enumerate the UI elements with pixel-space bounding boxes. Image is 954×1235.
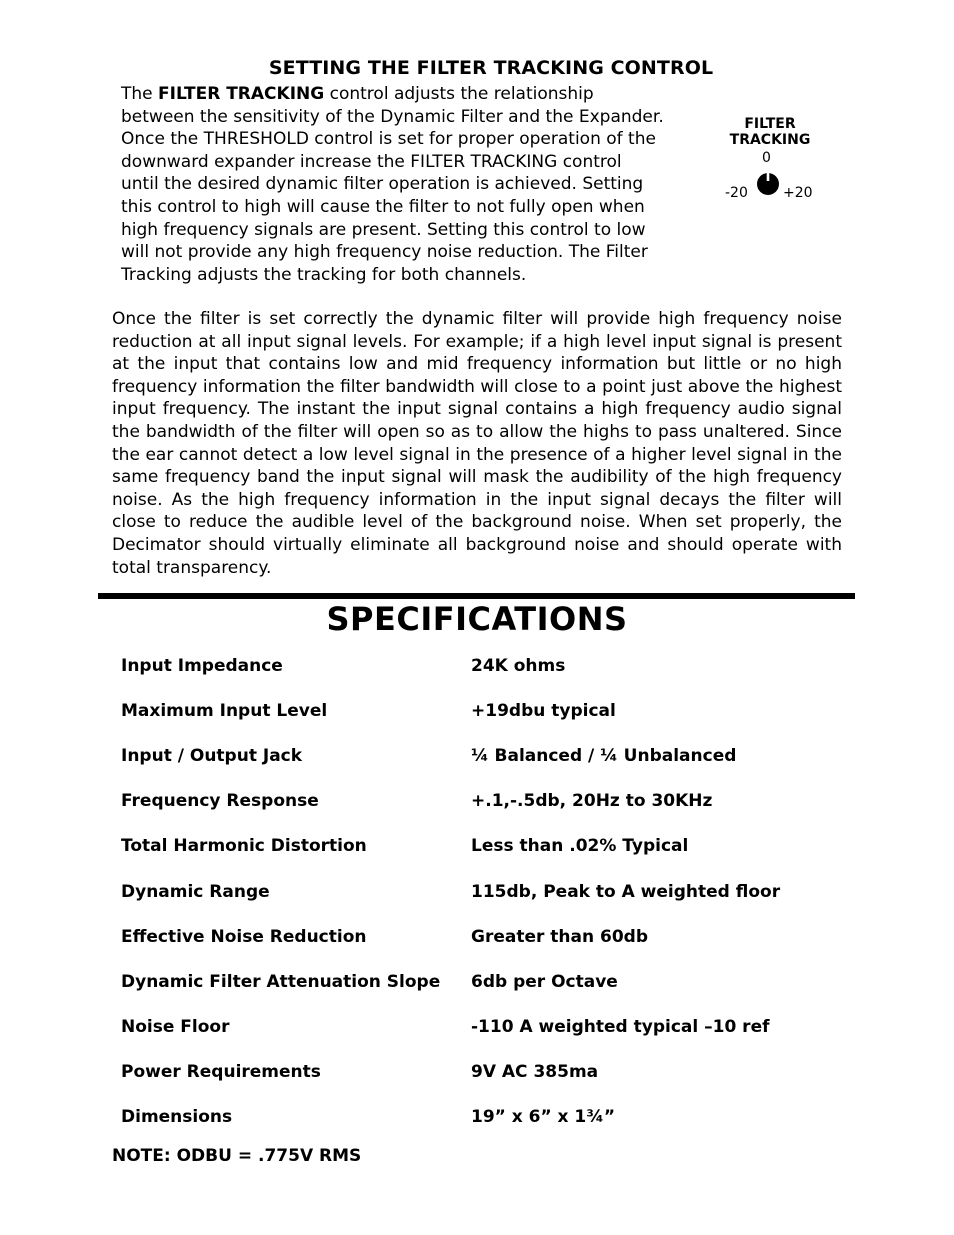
spec-value: 9V AC 385ma (471, 1061, 599, 1082)
intro-line (121, 196, 681, 219)
spec-label: Noise Floor (121, 1016, 230, 1037)
knob-label-line1: FILTER (744, 116, 796, 132)
intro-line-text: will not provide any high frequency noise reduction. The Filter (121, 242, 648, 263)
note-text: NOTE: ODBU = .775V RMS (112, 1146, 362, 1166)
spec-value: +.1,-.5db, 20Hz to 30KHz (471, 791, 713, 812)
spec-row (0, 791, 954, 815)
spec-row (0, 701, 954, 725)
spec-label: Power Requirements (121, 1061, 321, 1082)
intro-line (121, 219, 681, 242)
knob-label-line2: TRACKING (729, 132, 811, 148)
spec-label: Dimensions (121, 1107, 233, 1127)
intro-line (121, 264, 681, 287)
intro-line-text: Tracking adjusts the tracking for both channels. (121, 264, 527, 285)
spec-value: 6db per Octave (471, 971, 618, 992)
spec-label: Dynamic Filter Attenuation Slope (121, 971, 441, 992)
intro-text (121, 83, 681, 286)
intro-line-text: this control to high will cause the filter to not fully open when (121, 196, 645, 217)
section-divider (98, 593, 855, 599)
intro-line (121, 151, 681, 174)
section-heading: SETTING THE FILTER TRACKING CONTROL (268, 57, 714, 79)
spec-row (0, 836, 954, 860)
spec-row (0, 746, 954, 770)
intro-line-text: high frequency signals are present. Setting this control to low (121, 219, 646, 240)
spec-label: Effective Noise Reduction (121, 926, 367, 947)
knob-min-value: -20 (725, 185, 748, 201)
intro-line-text: The (121, 84, 159, 104)
spec-label: Frequency Response (121, 791, 319, 812)
spec-label: Maximum Input Level (121, 701, 328, 722)
spec-row (0, 1107, 954, 1131)
spec-label: Input Impedance (121, 656, 283, 676)
spec-value: 24K ohms (471, 656, 566, 676)
intro-line-text: downward expander increase the FILTER TRACKING control (121, 151, 622, 172)
intro-line (121, 241, 681, 264)
spec-label: Total Harmonic Distortion (121, 836, 367, 857)
intro-line (121, 83, 681, 106)
intro-line (121, 173, 681, 196)
spec-row (0, 1062, 954, 1086)
knob-center-value: 0 (762, 150, 771, 166)
intro-bold-term: FILTER TRACKING (158, 84, 325, 104)
spec-value: 115db, Peak to A weighted floor (471, 881, 781, 902)
spec-value: 19” x 6” x 1¾” (471, 1107, 616, 1127)
body-paragraph: Once the filter is set correctly the dynamic filter will provide high frequency noise reduction at all input signal levels. For example; if a high level input signal is present at the input that contains low and mid frequency information but little or no high frequency information the filter bandwidth will close to a point just above the highest input frequency. The instant the input signal contains a high frequency audio signal the bandwidth of the filter will open so as to allow the highs to pass unaltered. Since the ear cannot detect a low level signal in the presence of a higher level signal in the same frequency band the input signal will mask the audibility of the high frequency noise. As the high frequency information in the input signal decays the filter will close to reduce the audible level of the background noise. When set properly, the Decimator should virtually eliminate all background noise and should operate with total transparency. (112, 309, 842, 578)
spec-value: -110 A weighted typical –10 ref (471, 1016, 770, 1037)
spec-label: Input / Output Jack (121, 746, 303, 767)
knob-max-value: +20 (783, 185, 813, 201)
knob-icon (755, 170, 781, 196)
intro-line-text: Once the THRESHOLD control is set for proper operation of the (121, 129, 656, 150)
spec-row (0, 882, 954, 906)
spec-value: ¼ Balanced / ¼ Unbalanced (471, 746, 737, 767)
intro-line-text: between the sensitivity of the Dynamic Filter and the Expander. (121, 106, 664, 127)
spec-row (0, 972, 954, 996)
spec-row (0, 656, 954, 680)
spec-value: Less than .02% Typical (471, 836, 689, 857)
intro-line-text: until the desired dynamic filter operation is achieved. Setting (121, 174, 644, 195)
spec-row (0, 1017, 954, 1041)
intro-line (121, 106, 681, 129)
spec-row (0, 927, 954, 951)
intro-line-text: control adjusts the relationship (324, 84, 594, 104)
spec-value: +19dbu typical (471, 701, 616, 722)
intro-line (121, 128, 681, 151)
spec-label: Dynamic Range (121, 881, 270, 902)
spec-value: Greater than 60db (471, 926, 649, 947)
specifications-title: SPECIFICATIONS (326, 600, 628, 638)
